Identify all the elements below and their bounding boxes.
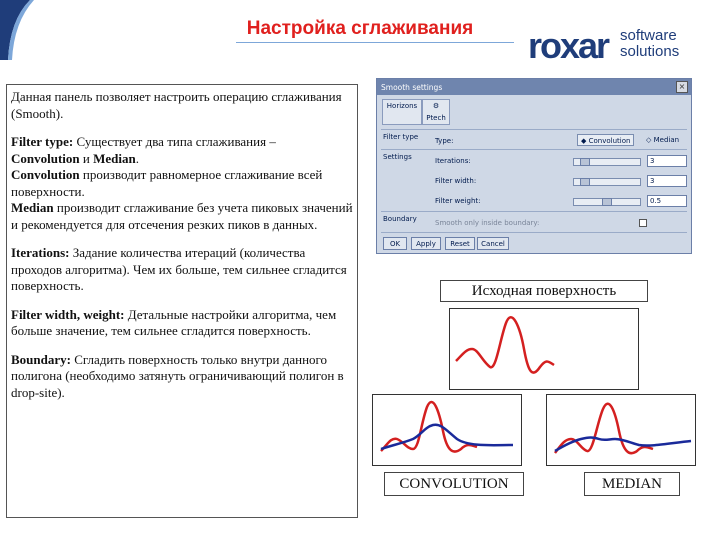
filter-width-input[interactable]: 3 bbox=[647, 175, 687, 187]
reset-button[interactable]: Reset bbox=[445, 237, 475, 250]
filter-width-slider[interactable] bbox=[573, 178, 641, 186]
iterations-label: Iterations: bbox=[435, 157, 471, 165]
iterations-paragraph: Iterations: Задание количества итераций (количества проходов алгоритма). Чем их больше, тем сильнее сгладится поверхность. bbox=[11, 245, 347, 293]
apply-button[interactable]: Apply bbox=[411, 237, 441, 250]
title-underline bbox=[236, 42, 514, 43]
description-panel bbox=[6, 84, 358, 518]
boundary-label: Smooth only inside boundary: bbox=[435, 219, 540, 227]
convolution-plot bbox=[372, 394, 522, 466]
slider-thumb[interactable] bbox=[580, 178, 590, 186]
section-divider bbox=[381, 129, 687, 130]
dialog-titlebar bbox=[377, 79, 691, 95]
caption-median: MEDIAN bbox=[584, 472, 680, 496]
section-divider bbox=[381, 211, 687, 212]
dialog-tabs bbox=[382, 99, 450, 125]
dialog-title: Smooth settings bbox=[381, 82, 443, 92]
filter-weight-slider[interactable] bbox=[573, 198, 641, 206]
boundary-checkbox[interactable] bbox=[639, 219, 647, 227]
intro-paragraph: Данная панель позволяет настроить операцию сглаживания (Smooth). bbox=[11, 89, 342, 121]
section-settings: Settings bbox=[383, 153, 412, 161]
slider-thumb[interactable] bbox=[602, 198, 612, 206]
cancel-button[interactable]: Cancel bbox=[477, 237, 509, 250]
type-label: Type: bbox=[435, 137, 454, 145]
original-curve bbox=[456, 317, 554, 372]
original-curve-svg bbox=[450, 309, 638, 389]
iterations-slider[interactable] bbox=[573, 158, 641, 166]
filter-weight-label: Filter weight: bbox=[435, 197, 481, 205]
filter-width-paragraph: Filter width, weight: Детальные настройки алгоритма, чем больше значение, тем сильнее сгладится поверхность. bbox=[11, 306, 337, 338]
logo-main-text: roxar bbox=[528, 25, 609, 66]
median-radio[interactable]: ◇ Median bbox=[646, 136, 680, 144]
logo-sub-text: software solutions bbox=[620, 27, 680, 60]
original-surface-plot bbox=[449, 308, 639, 390]
caption-original: Исходная поверхность bbox=[440, 280, 648, 302]
section-divider bbox=[381, 232, 687, 233]
filter-type-paragraph: Filter type: Существует два типа сглаживания – Convolution и Median. Convolution производит равномерное сглаживание всей поверхности. Median производит сглаживание без учета пиковых значений и рекомендуется для отсечения резких пиков в данных. bbox=[11, 134, 353, 232]
slider-thumb[interactable] bbox=[580, 158, 590, 166]
section-boundary: Boundary bbox=[383, 215, 417, 223]
tab-ptech[interactable]: ⚙ Ptech bbox=[422, 99, 450, 125]
filter-weight-input[interactable]: 0.5 bbox=[647, 195, 687, 207]
tab-horizons[interactable]: Horizons bbox=[382, 99, 422, 125]
slide-title: Настройка сглаживания bbox=[246, 18, 474, 39]
section-filter-type: Filter type bbox=[383, 133, 419, 141]
ok-button[interactable]: OK bbox=[383, 237, 407, 250]
section-divider bbox=[381, 149, 687, 150]
iterations-input[interactable]: 3 bbox=[647, 155, 687, 167]
roxar-logo bbox=[528, 24, 698, 68]
close-icon[interactable]: × bbox=[676, 81, 688, 93]
filter-width-label: Filter width: bbox=[435, 177, 477, 185]
gear-icon: ⚙ bbox=[432, 102, 440, 110]
boundary-paragraph: Boundary: Сгладить поверхность только внутри данного полигона (необходимо затянуть ограничивающий полигон в drop-site). bbox=[11, 351, 344, 400]
convolution-radio[interactable]: ◆ Convolution bbox=[577, 134, 634, 146]
smooth-settings-dialog bbox=[376, 78, 692, 254]
median-curve-svg bbox=[547, 395, 695, 465]
caption-convolution: CONVOLUTION bbox=[384, 472, 524, 496]
median-plot bbox=[546, 394, 696, 466]
convolution-curve-svg bbox=[373, 395, 521, 465]
